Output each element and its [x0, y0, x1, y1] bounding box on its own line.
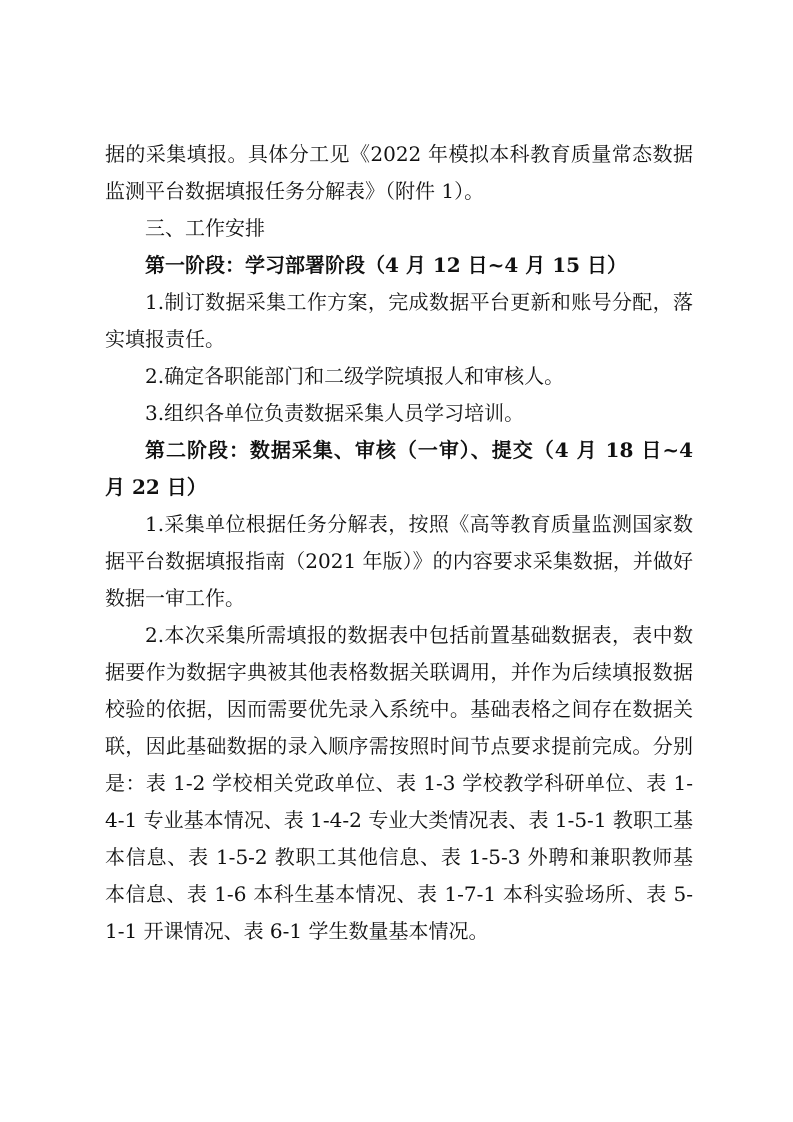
stage-one-item-2: 2.确定各职能部门和二级学院填报人和审核人。 [145, 364, 565, 388]
stage-two-heading: 第二阶段：数据采集、审核（一审）、提交（4 月 18 日~4 月 22 日） [105, 438, 693, 499]
stage-one-item-1: 1.制订数据采集工作方案，完成数据平台更新和账号分配，落实填报责任。 [105, 290, 693, 351]
stage-two-item-2: 2.本次采集所需填报的数据表中包括前置基础数据表，表中数据要作为数据字典被其他表格数据关联调用，并作为后续填报数据校验的依据，因而需要优先录入系统中。基础表格之间存在数据关联，因此基础数据的录入顺序需按照时间节点要求提前完成。分别是：表 1-2 学校相关党政单位、表 1-3 学校教学科研单位、表 1-4-1 专业基本情况、表 1-4-2 专业大类情况表、表 1-5-1 教职工基本信息、表 1-5-2 教职工其他信息、表 1-5-3 外聘和兼职教师基本信息、表 1-6 本科生基本情况、表 1-7-1 本科实验场所、表 5-1-1 开课情况、表 6-1 学生数量基本情况。 [105, 623, 693, 943]
section-heading-work-arrangement: 三、工作安排 [145, 216, 265, 240]
stage-one-item-3: 3.组织各单位负责数据采集人员学习培训。 [145, 401, 525, 425]
document-page [105, 136, 693, 950]
stage-one-heading: 第一阶段：学习部署阶段（4 月 12 日~4 月 15 日） [145, 253, 628, 277]
paragraph-continuation: 据的采集填报。具体分工见《2022 年模拟本科教育质量常态数据监测平台数据填报任务分解表》（附件 1）。 [105, 142, 693, 203]
stage-two-item-1: 1.采集单位根据任务分解表，按照《高等教育质量监测国家数据平台数据填报指南（2021 年版）》的内容要求采集数据，并做好数据一审工作。 [105, 512, 693, 610]
